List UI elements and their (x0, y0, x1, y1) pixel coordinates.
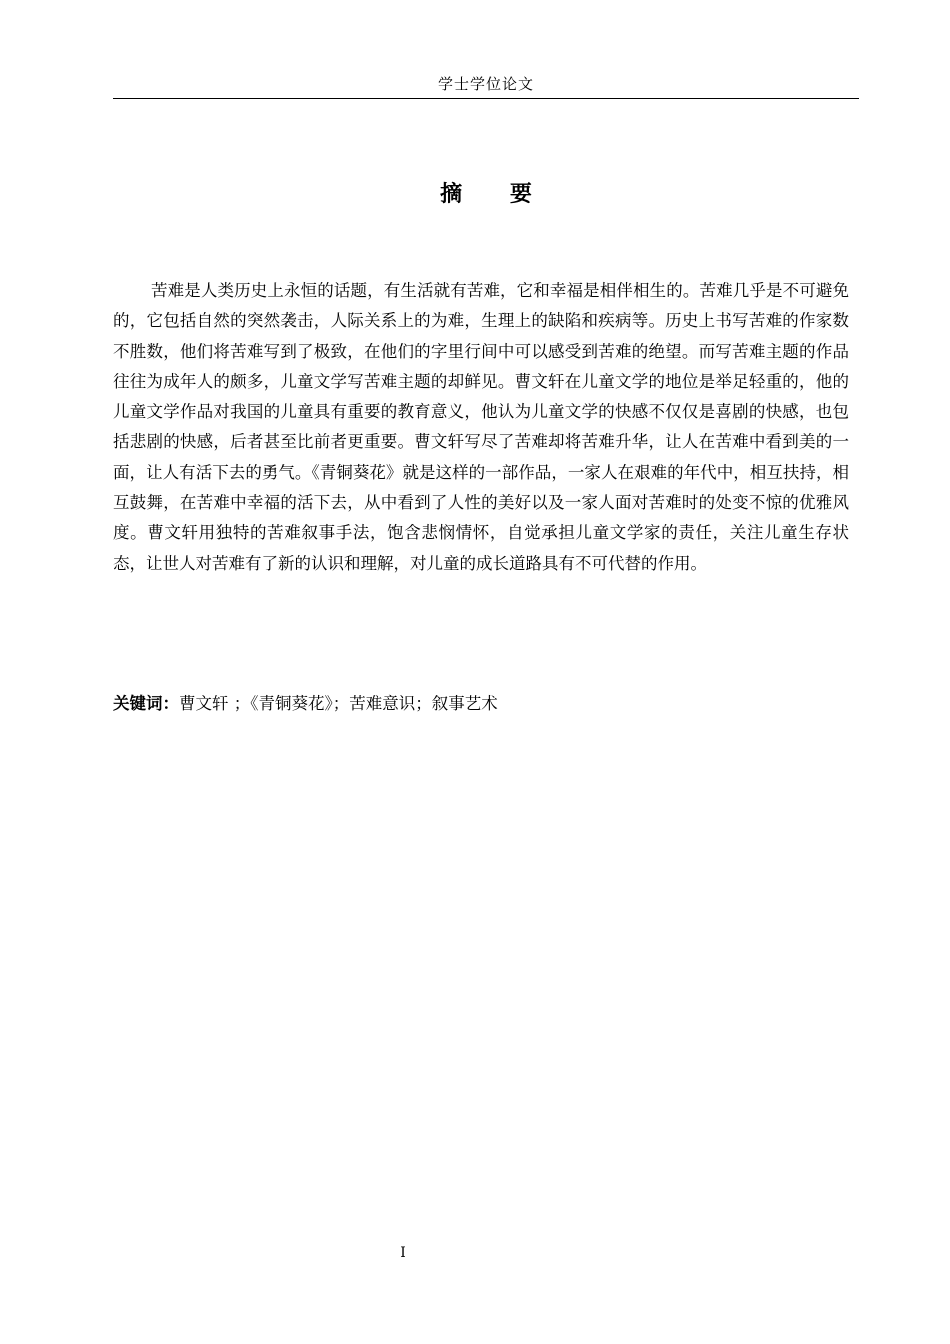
keywords (113, 692, 849, 716)
abstract-title: 摘 要 (440, 182, 552, 207)
header-rule (113, 98, 859, 99)
abstract-body: 苦难是人类历史上永恒的话题，有生活就有苦难，它和幸福是相伴相生的。苦难几乎是不可避免的，它包括自然的突然袭击，人际关系上的为难，生理上的缺陷和疾病等。历史上书写苦难的作家数不胜数，他们将苦难写到了极致，在他们的字里行间中可以感受到苦难的绝望。而写苦难主题的作品往往为成年人的颇多，儿童文学写苦难主题的却鲜见。曹文轩在儿童文学的地位是举足轻重的，他的儿童文学作品对我国的儿童具有重要的教育意义，他认为儿童文学的快感不仅仅是喜剧的快感，也包括悲剧的快感，后者甚至比前者更重要。曹文轩写尽了苦难却将苦难升华，让人在苦难中看到美的一面，让人有活下去的勇气。《青铜葵花》就是这样的一部作品，一家人在艰难的年代中，相互扶持，相互鼓舞，在苦难中幸福的活下去，从中看到了人性的美好以及一家人面对苦难时的处变不惊的优雅风度。曹文轩用独特的苦难叙事手法，饱含悲悯情怀，自觉承担儿童文学家的责任，关注儿童生存状态，让世人对苦难有了新的认识和理解，对儿童的成长道路具有不可代替的作用。 (113, 281, 849, 573)
page-number: I (400, 1245, 406, 1261)
running-header: 学士学位论文 (437, 75, 534, 93)
keywords-label: 关键词： (113, 694, 179, 713)
keywords-value: 曹文轩 ；《青铜葵花》；苦难意识；叙事艺术 (179, 694, 498, 713)
